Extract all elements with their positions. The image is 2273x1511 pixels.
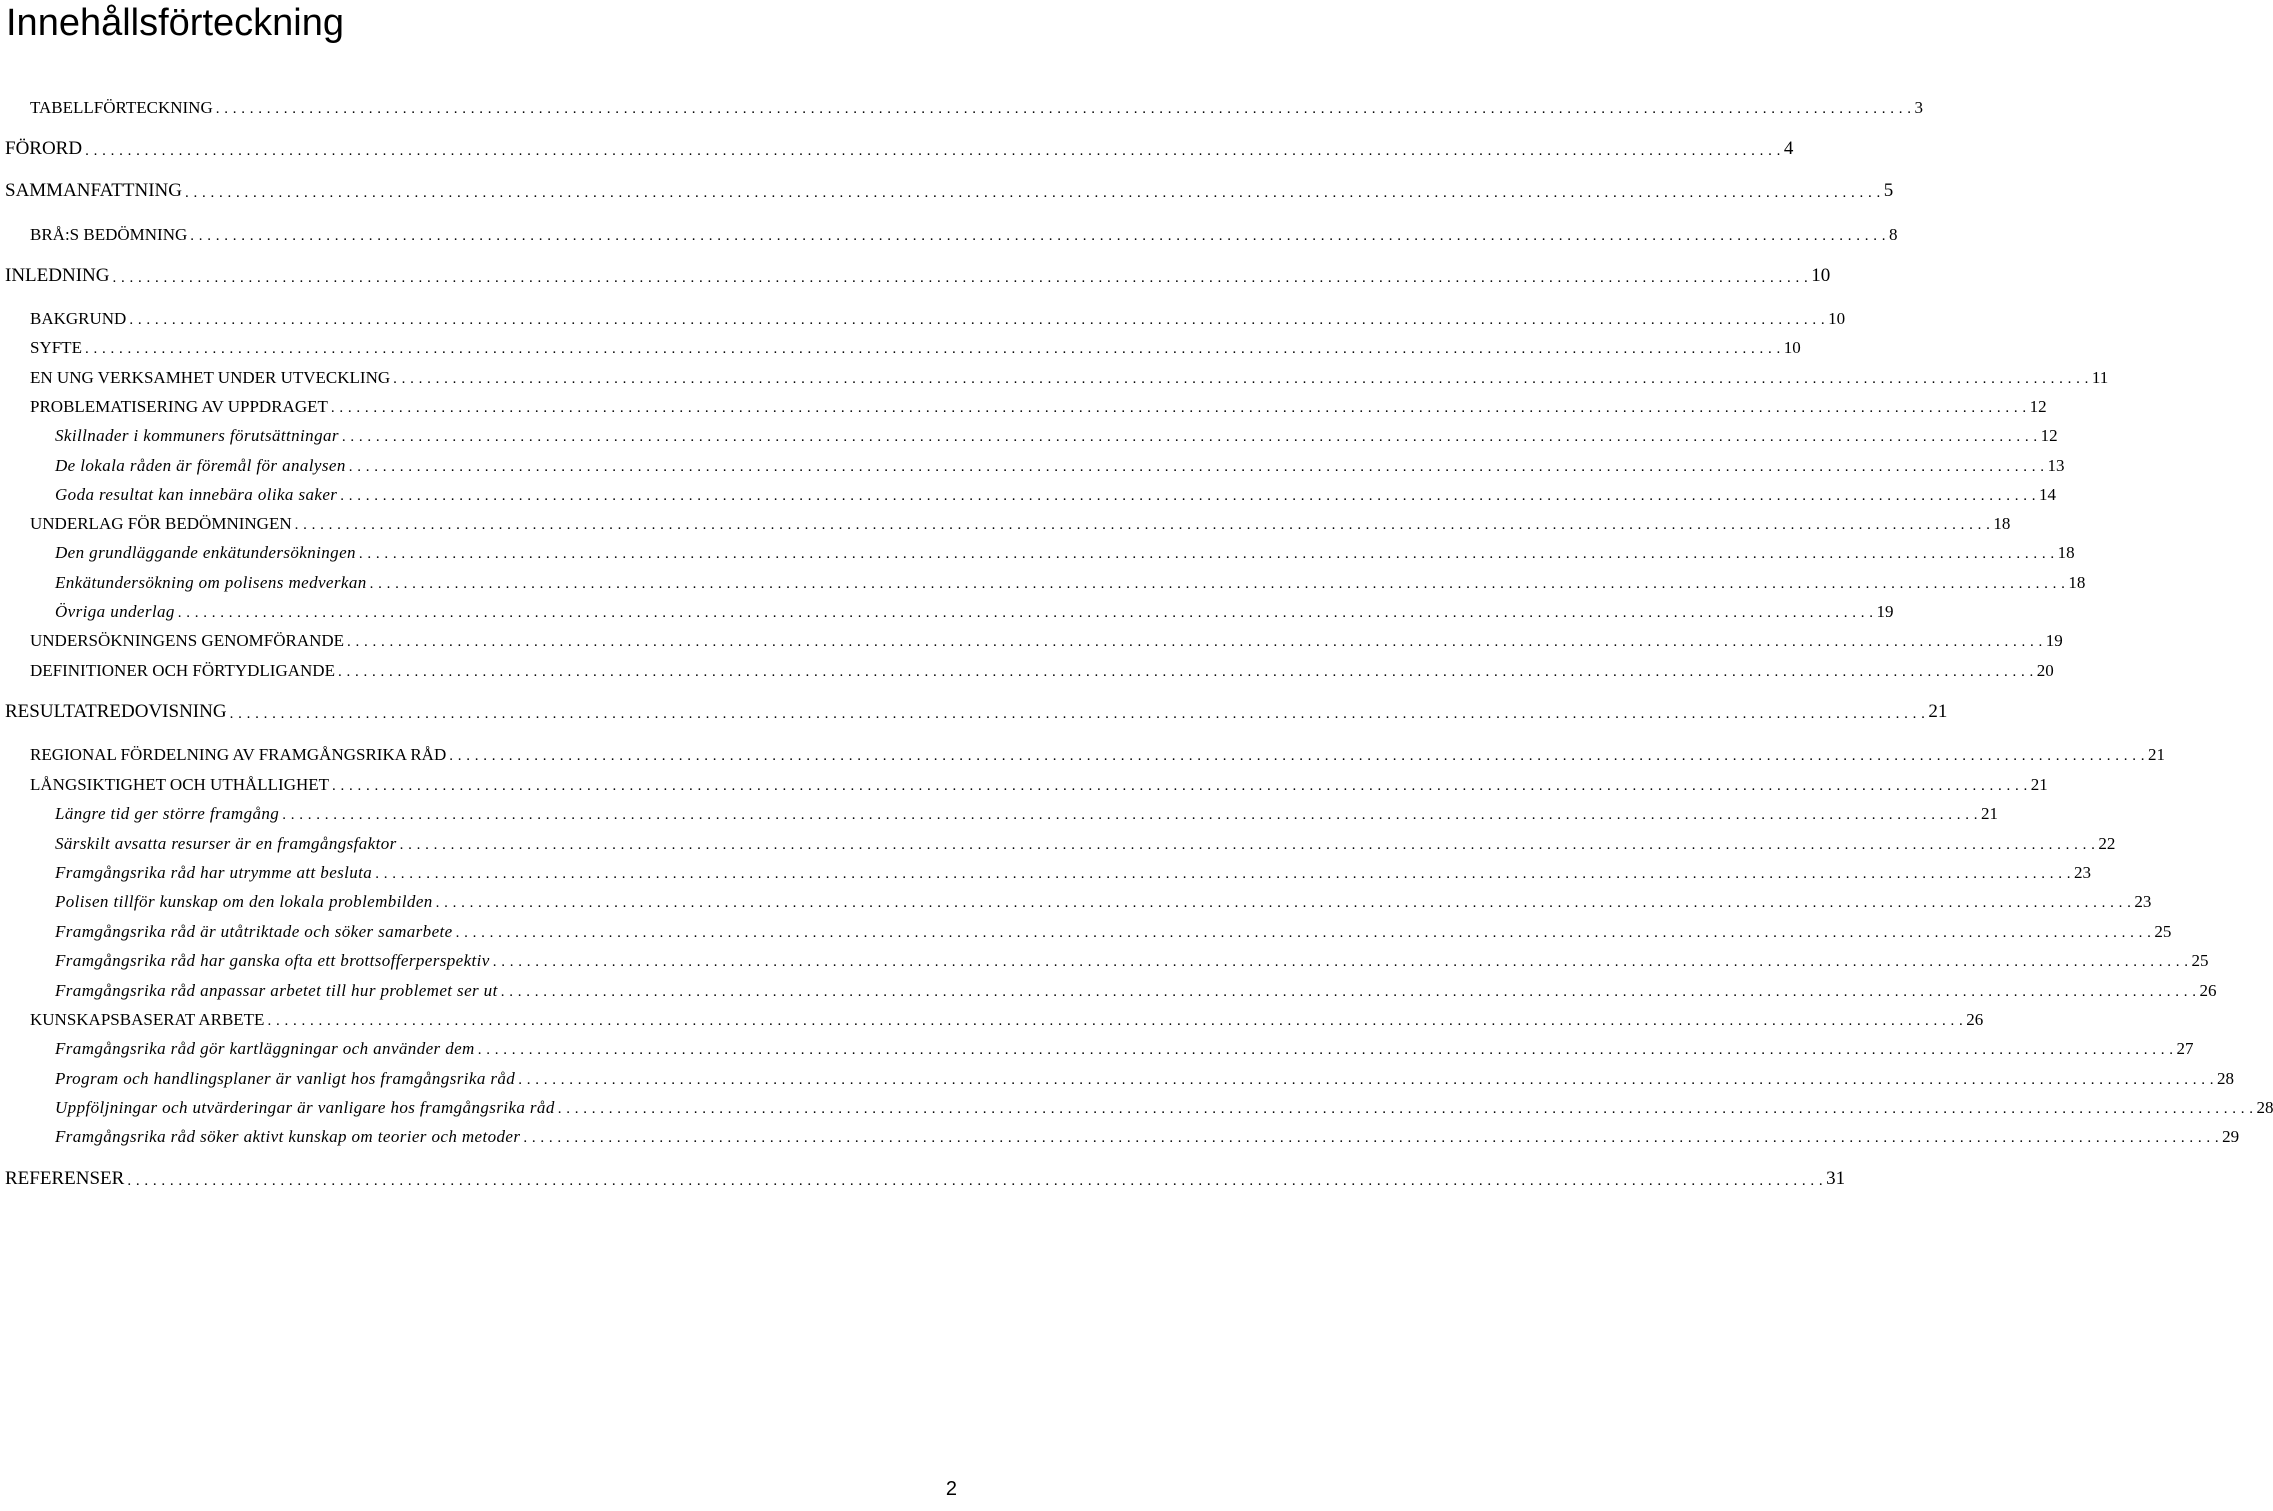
toc-entry-page: 27: [2176, 1039, 2194, 1058]
toc-entry-label: INLEDNING: [5, 265, 110, 286]
toc-leader-dots: . . . . . . . . . . . . . . . . . . . . . . . . . . . . . . . . . . . . . . . . . . . . . . . . . . . . . . . . . . . . . . . . . . . . . . . . . . . . . . . . . . . . . . . . . . . . . . . . . . . . . . . . . . . . . . . . . . . . . . . . . . . . . . . . . . . . . . . . . . . . . . . . . . . . . . . . . . . . . . . . . . . . . . . . . . . . . . . . . . . . . . . . . . . . . . . . . . . . . . . .: [190, 228, 1887, 244]
toc-entry-page: 18: [1993, 514, 2011, 533]
toc-entry[interactable]: [55, 450, 2065, 476]
toc-leader-dots: . . . . . . . . . . . . . . . . . . . . . . . . . . . . . . . . . . . . . . . . . . . . . . . . . . . . . . . . . . . . . . . . . . . . . . . . . . . . . . . . . . . . . . . . . . . . . . . . . . . . . . . . . . . . . . . . . . . . . . . . . . . . . . . . . . . . . . . . . . . . . . . . . . . . . . . . . . . . . . . . . . . . . . . . . . . . . . . . . . . . . . . . . . . . . . . . . . . . . . . .: [435, 895, 2132, 911]
toc-entry-page: 18: [2068, 573, 2086, 592]
toc-entry-page: 8: [1889, 225, 1898, 244]
toc-leader-dots: . . . . . . . . . . . . . . . . . . . . . . . . . . . . . . . . . . . . . . . . . . . . . . . . . . . . . . . . . . . . . . . . . . . . . . . . . . . . . . . . . . . . . . . . . . . . . . . . . . . . . . . . . . . . . . . . . . . . . . . . . . . . . . . . . . . . . . . . . . . . . . . . . . . . . . . . . . . . . . . . . . . . . . . . . . . . . . . . . . . . . . . . . . . . . . . . . . . . . . . .: [215, 101, 1912, 117]
toc-entry[interactable]: [30, 391, 2047, 417]
toc-entry-label: TABELLFÖRTECKNING: [30, 98, 213, 117]
toc-entry-label: LÅNGSIKTIGHET OCH UTHÅLLIGHET: [30, 775, 330, 794]
toc-entry-page: 26: [2199, 981, 2217, 1000]
toc-entry-page: 23: [2134, 892, 2152, 911]
toc-leader-dots: . . . . . . . . . . . . . . . . . . . . . . . . . . . . . . . . . . . . . . . . . . . . . . . . . . . . . . . . . . . . . . . . . . . . . . . . . . . . . . . . . . . . . . . . . . . . . . . . . . . . . . . . . . . . . . . . . . . . . . . . . . . . . . . . . . . . . . . . . . . . . . . . . . . . . . . . . . . . . . . . . . . . . . . . . . . . . . . . . . . . . . . . . . . . . . . . . . . . . . . .: [348, 459, 2045, 475]
toc-leader-dots: . . . . . . . . . . . . . . . . . . . . . . . . . . . . . . . . . . . . . . . . . . . . . . . . . . . . . . . . . . . . . . . . . . . . . . . . . . . . . . . . . . . . . . . . . . . . . . . . . . . . . . . . . . . . . . . . . . . . . . . . . . . . . . . . . . . . . . . . . . . . . . . . . . . . . . . . . . . . . . . . . . . . . . . . . . . . . . . . . . . . . . . . . . . . . . . . . . . . . . . .: [518, 1072, 2214, 1088]
toc-leader-dots: . . . . . . . . . . . . . . . . . . . . . . . . . . . . . . . . . . . . . . . . . . . . . . . . . . . . . . . . . . . . . . . . . . . . . . . . . . . . . . . . . . . . . . . . . . . . . . . . . . . . . . . . . . . . . . . . . . . . . . . . . . . . . . . . . . . . . . . . . . . . . . . . . . . . . . . . . . . . . . . . . . . . . . . . . . . . . . . . . . . . . . . . . . . . . . . . . . . . . . . .: [282, 807, 1978, 823]
toc-entry-page: 11: [2091, 368, 2109, 387]
toc-entry[interactable]: [30, 508, 2011, 534]
toc-leader-dots: . . . . . . . . . . . . . . . . . . . . . . . . . . . . . . . . . . . . . . . . . . . . . . . . . . . . . . . . . . . . . . . . . . . . . . . . . . . . . . . . . . . . . . . . . . . . . . . . . . . . . . . . . . . . . . . . . . . . . . . . . . . . . . . . . . . . . . . . . . . . . . . . . . . . . . . . . . . . . . . . . . . . . . . . . . . . . . . . . . . . . . . . . . . . . . . . . . . . . . . .: [393, 371, 2089, 387]
toc-entry[interactable]: [30, 655, 2054, 681]
toc-entry[interactable]: [55, 857, 2091, 883]
toc-entry-label: Goda resultat kan innebära olika saker: [55, 485, 338, 504]
toc-entry[interactable]: [55, 537, 2075, 563]
toc-entry-page: 20: [2036, 661, 2054, 680]
toc-entry-label: Uppföljningar och utvärderingar är vanligare hos framgångsrika råd: [55, 1098, 555, 1117]
toc-entry[interactable]: [55, 886, 2152, 912]
toc-entry[interactable]: [55, 945, 2209, 971]
toc-entry-label: UNDERLAG FÖR BEDÖMNINGEN: [30, 514, 292, 533]
toc-entry[interactable]: [55, 479, 2057, 505]
toc-entry[interactable]: [30, 303, 1846, 329]
toc-entry-page: 28: [2216, 1069, 2234, 1088]
toc-entry-label: Framgångsrika råd har utrymme att besluta: [55, 863, 373, 882]
toc-entry-page: 25: [2191, 951, 2209, 970]
toc-entry[interactable]: [55, 1121, 2240, 1147]
toc-leader-dots: . . . . . . . . . . . . . . . . . . . . . . . . . . . . . . . . . . . . . . . . . . . . . . . . . . . . . . . . . . . . . . . . . . . . . . . . . . . . . . . . . . . . . . . . . . . . . . . . . . . . . . . . . . . . . . . . . . . . . . . . . . . . . . . . . . . . . . . . . . . . . . . . . . . . . . . . . . . . . . . . . . . . . . . . . . . . . . . . . . . . . . . . . . . . . . . . . . . . . . . .: [185, 185, 1881, 201]
toc-leader-dots: . . . . . . . . . . . . . . . . . . . . . . . . . . . . . . . . . . . . . . . . . . . . . . . . . . . . . . . . . . . . . . . . . . . . . . . . . . . . . . . . . . . . . . . . . . . . . . . . . . . . . . . . . . . . . . . . . . . . . . . . . . . . . . . . . . . . . . . . . . . . . . . . . . . . . . . . . . . . . . . . . . . . . . . . . . . . . . . . . . . . . . . . . . . . . . . . . . . . . . . .: [332, 778, 2028, 794]
toc-entry-page: 10: [1828, 309, 1846, 328]
toc-entry-page: 3: [1914, 98, 1923, 117]
toc-leader-dots: . . . . . . . . . . . . . . . . . . . . . . . . . . . . . . . . . . . . . . . . . . . . . . . . . . . . . . . . . . . . . . . . . . . . . . . . . . . . . . . . . . . . . . . . . . . . . . . . . . . . . . . . . . . . . . . . . . . . . . . . . . . . . . . . . . . . . . . . . . . . . . . . . . . . . . . . . . . . . . . . . . . . . . . . . . . . . . . . . . . . . . . . . . . . . . . . . . . . . . . .: [399, 837, 2096, 853]
toc-entry-label: RESULTATREDOVISNING: [5, 701, 227, 722]
toc-entry[interactable]: [55, 828, 2116, 854]
toc-entry-label: UNDERSÖKNINGENS GENOMFÖRANDE: [30, 631, 345, 650]
toc-entry-label: SYFTE: [30, 338, 82, 357]
toc-entry-page: 21: [1980, 804, 1998, 823]
toc-entry-label: REFERENSER: [5, 1168, 125, 1189]
toc-entry[interactable]: [5, 1164, 1846, 1190]
toc-entry-label: EN UNG VERKSAMHET UNDER UTVECKLING: [30, 368, 391, 387]
toc-entry[interactable]: [5, 176, 1894, 202]
toc-entry-page: 31: [1826, 1168, 1846, 1189]
toc-entry-label: Framgångsrika råd har ganska ofta ett brottsofferperspektiv: [55, 951, 490, 970]
toc-entry[interactable]: [30, 362, 2109, 388]
toc-entry[interactable]: [55, 1033, 2194, 1059]
page-number: 2: [945, 1478, 957, 1500]
toc-leader-dots: . . . . . . . . . . . . . . . . . . . . . . . . . . . . . . . . . . . . . . . . . . . . . . . . . . . . . . . . . . . . . . . . . . . . . . . . . . . . . . . . . . . . . . . . . . . . . . . . . . . . . . . . . . . . . . . . . . . . . . . . . . . . . . . . . . . . . . . . . . . . . . . . . . . . . . . . . . . . . . . . . . . . . . . . . . . . . . . . . . . . . . . . . . . . . . . . . . . . . . . .: [523, 1130, 2220, 1146]
toc-leader-dots: . . . . . . . . . . . . . . . . . . . . . . . . . . . . . . . . . . . . . . . . . . . . . . . . . . . . . . . . . . . . . . . . . . . . . . . . . . . . . . . . . . . . . . . . . . . . . . . . . . . . . . . . . . . . . . . . . . . . . . . . . . . . . . . . . . . . . . . . . . . . . . . . . . . . . . . . . . . . . . . . . . . . . . . . . . . . . . . . . . . . . . . . . . . . . . . . . . . . . . . .: [84, 341, 1781, 357]
toc-entry[interactable]: [5, 134, 1794, 160]
toc-leader-dots: . . . . . . . . . . . . . . . . . . . . . . . . . . . . . . . . . . . . . . . . . . . . . . . . . . . . . . . . . . . . . . . . . . . . . . . . . . . . . . . . . . . . . . . . . . . . . . . . . . . . . . . . . . . . . . . . . . . . . . . . . . . . . . . . . . . . . . . . . . . . . . . . . . . . . . . . . . . . . . . . . . . . . . . . . . . . . . . . . . . . . . . . . . . . . . . . . . . . . . . .: [500, 984, 2197, 1000]
toc-entry-label: REGIONAL FÖRDELNING AV FRAMGÅNGSRIKA RÅD: [30, 745, 447, 764]
toc-entry-page: 29: [2222, 1127, 2240, 1146]
toc-leader-dots: . . . . . . . . . . . . . . . . . . . . . . . . . . . . . . . . . . . . . . . . . . . . . . . . . . . . . . . . . . . . . . . . . . . . . . . . . . . . . . . . . . . . . . . . . . . . . . . . . . . . . . . . . . . . . . . . . . . . . . . . . . . . . . . . . . . . . . . . . . . . . . . . . . . . . . . . . . . . . . . . . . . . . . . . . . . . . . . . . . . . . . . . . . . . . . . . . . . . . . . .: [358, 546, 2055, 562]
toc-entry-page: 13: [2047, 456, 2065, 475]
toc-leader-dots: . . . . . . . . . . . . . . . . . . . . . . . . . . . . . . . . . . . . . . . . . . . . . . . . . . . . . . . . . . . . . . . . . . . . . . . . . . . . . . . . . . . . . . . . . . . . . . . . . . . . . . . . . . . . . . . . . . . . . . . . . . . . . . . . . . . . . . . . . . . . . . . . . . . . . . . . . . . . . . . . . . . . . . . . . . . . . . . . . . . . . . . . . . . . . . . . . . . . . . . .: [85, 143, 1781, 159]
toc-leader-dots: . . . . . . . . . . . . . . . . . . . . . . . . . . . . . . . . . . . . . . . . . . . . . . . . . . . . . . . . . . . . . . . . . . . . . . . . . . . . . . . . . . . . . . . . . . . . . . . . . . . . . . . . . . . . . . . . . . . . . . . . . . . . . . . . . . . . . . . . . . . . . . . . . . . . . . . . . . . . . . . . . . . . . . . . . . . . . . . . . . . . . . . . . . . . . . . . . . . . . . . .: [477, 1042, 2174, 1058]
toc-entry-page: 23: [2073, 863, 2091, 882]
toc-entry[interactable]: [30, 332, 1801, 358]
toc-entry-label: Polisen tillför kunskap om den lokala problembilden: [55, 892, 433, 911]
toc-entry[interactable]: [30, 769, 2048, 795]
toc-leader-dots: . . . . . . . . . . . . . . . . . . . . . . . . . . . . . . . . . . . . . . . . . . . . . . . . . . . . . . . . . . . . . . . . . . . . . . . . . . . . . . . . . . . . . . . . . . . . . . . . . . . . . . . . . . . . . . . . . . . . . . . . . . . . . . . . . . . . . . . . . . . . . . . . . . . . . . . . . . . . . . . . . . . . . . . . . . . . . . . . . . . . . . . . . . . . . . . . . . . . . . . .: [127, 1173, 1824, 1189]
toc-entry[interactable]: [55, 567, 2086, 593]
toc-leader-dots: . . . . . . . . . . . . . . . . . . . . . . . . . . . . . . . . . . . . . . . . . . . . . . . . . . . . . . . . . . . . . . . . . . . . . . . . . . . . . . . . . . . . . . . . . . . . . . . . . . . . . . . . . . . . . . . . . . . . . . . . . . . . . . . . . . . . . . . . . . . . . . . . . . . . . . . . . . . . . . . . . . . . . . . . . . . . . . . . . . . . . . . . . . . . . . . . . . . . . . . .: [375, 866, 2071, 882]
toc-entry[interactable]: [30, 739, 2165, 765]
toc-entry-page: 10: [1783, 338, 1801, 357]
toc-entry-label: Framgångsrika råd är utåtriktade och söker samarbete: [55, 922, 453, 941]
toc-entry-label: BRÅ:S BEDÖMNING: [30, 225, 188, 244]
toc-entry[interactable]: [5, 697, 1948, 723]
toc-entry[interactable]: [55, 798, 1998, 824]
toc-leader-dots: . . . . . . . . . . . . . . . . . . . . . . . . . . . . . . . . . . . . . . . . . . . . . . . . . . . . . . . . . . . . . . . . . . . . . . . . . . . . . . . . . . . . . . . . . . . . . . . . . . . . . . . . . . . . . . . . . . . . . . . . . . . . . . . . . . . . . . . . . . . . . . . . . . . . . . . . . . . . . . . . . . . . . . . . . . . . . . . . . . . . . . . . . . . . . . . . . . . . . . . .: [294, 517, 1991, 533]
toc-entry-label: KUNSKAPSBASERAT ARBETE: [30, 1010, 265, 1029]
toc-entry[interactable]: [30, 625, 2063, 651]
toc-entry[interactable]: [55, 596, 1894, 622]
toc-entry[interactable]: [55, 1092, 2273, 1118]
toc-entry-page: 12: [2040, 426, 2058, 445]
toc-entry-label: FÖRORD: [5, 138, 83, 159]
page-title: Innehållsförteckning: [6, 2, 344, 44]
toc-leader-dots: . . . . . . . . . . . . . . . . . . . . . . . . . . . . . . . . . . . . . . . . . . . . . . . . . . . . . . . . . . . . . . . . . . . . . . . . . . . . . . . . . . . . . . . . . . . . . . . . . . . . . . . . . . . . . . . . . . . . . . . . . . . . . . . . . . . . . . . . . . . . . . . . . . . . . . . . . . . . . . . . . . . . . . . . . . . . . . . . . . . . . . . . . . . . . . . . . . . . . . . .: [369, 576, 2066, 592]
toc-leader-dots: . . . . . . . . . . . . . . . . . . . . . . . . . . . . . . . . . . . . . . . . . . . . . . . . . . . . . . . . . . . . . . . . . . . . . . . . . . . . . . . . . . . . . . . . . . . . . . . . . . . . . . . . . . . . . . . . . . . . . . . . . . . . . . . . . . . . . . . . . . . . . . . . . . . . . . . . . . . . . . . . . . . . . . . . . . . . . . . . . . . . . . . . . . . . . . . . . . . . . . . .: [112, 270, 1809, 286]
toc-leader-dots: . . . . . . . . . . . . . . . . . . . . . . . . . . . . . . . . . . . . . . . . . . . . . . . . . . . . . . . . . . . . . . . . . . . . . . . . . . . . . . . . . . . . . . . . . . . . . . . . . . . . . . . . . . . . . . . . . . . . . . . . . . . . . . . . . . . . . . . . . . . . . . . . . . . . . . . . . . . . . . . . . . . . . . . . . . . . . . . . . . . . . . . . . . . . . . . . . . . . . . . .: [492, 954, 2189, 970]
toc-leader-dots: . . . . . . . . . . . . . . . . . . . . . . . . . . . . . . . . . . . . . . . . . . . . . . . . . . . . . . . . . . . . . . . . . . . . . . . . . . . . . . . . . . . . . . . . . . . . . . . . . . . . . . . . . . . . . . . . . . . . . . . . . . . . . . . . . . . . . . . . . . . . . . . . . . . . . . . . . . . . . . . . . . . . . . . . . . . . . . . . . . . . . . . . . . . . . . . . . . . . . . . .: [557, 1101, 2254, 1117]
toc-entry[interactable]: [55, 916, 2172, 942]
toc-entry-page: 19: [1876, 602, 1894, 621]
toc-entry-label: PROBLEMATISERING AV UPPDRAGET: [30, 397, 328, 416]
toc-entry[interactable]: [5, 261, 1831, 287]
toc-entry-label: Program och handlingsplaner är vanligt hos framgångsrika råd: [55, 1069, 516, 1088]
toc-entry-page: 4: [1783, 138, 1794, 159]
toc-entry-page: 14: [2039, 485, 2057, 504]
toc-leader-dots: . . . . . . . . . . . . . . . . . . . . . . . . . . . . . . . . . . . . . . . . . . . . . . . . . . . . . . . . . . . . . . . . . . . . . . . . . . . . . . . . . . . . . . . . . . . . . . . . . . . . . . . . . . . . . . . . . . . . . . . . . . . . . . . . . . . . . . . . . . . . . . . . . . . . . . . . . . . . . . . . . . . . . . . . . . . . . . . . . . . . . . . . . . . . . . . . . . . . . . . .: [340, 488, 2037, 504]
toc-leader-dots: . . . . . . . . . . . . . . . . . . . . . . . . . . . . . . . . . . . . . . . . . . . . . . . . . . . . . . . . . . . . . . . . . . . . . . . . . . . . . . . . . . . . . . . . . . . . . . . . . . . . . . . . . . . . . . . . . . . . . . . . . . . . . . . . . . . . . . . . . . . . . . . . . . . . . . . . . . . . . . . . . . . . . . . . . . . . . . . . . . . . . . . . . . . . . . . . . . . . . . . .: [337, 664, 2034, 680]
toc-leader-dots: . . . . . . . . . . . . . . . . . . . . . . . . . . . . . . . . . . . . . . . . . . . . . . . . . . . . . . . . . . . . . . . . . . . . . . . . . . . . . . . . . . . . . . . . . . . . . . . . . . . . . . . . . . . . . . . . . . . . . . . . . . . . . . . . . . . . . . . . . . . . . . . . . . . . . . . . . . . . . . . . . . . . . . . . . . . . . . . . . . . . . . . . . . . . . . . . . . . . . . . .: [341, 429, 2038, 445]
toc-entry-page: 21: [2147, 745, 2165, 764]
toc-entry-page: 26: [1966, 1010, 1984, 1029]
toc-leader-dots: . . . . . . . . . . . . . . . . . . . . . . . . . . . . . . . . . . . . . . . . . . . . . . . . . . . . . . . . . . . . . . . . . . . . . . . . . . . . . . . . . . . . . . . . . . . . . . . . . . . . . . . . . . . . . . . . . . . . . . . . . . . . . . . . . . . . . . . . . . . . . . . . . . . . . . . . . . . . . . . . . . . . . . . . . . . . . . . . . . . . . . . . . . . . . . . . . . . . . . . .: [347, 634, 2043, 650]
toc-entry-label: SAMMANFATTNING: [5, 180, 182, 201]
toc-entry-label: Längre tid ger större framgång: [55, 804, 280, 823]
toc-entry-label: DEFINITIONER OCH FÖRTYDLIGANDE: [30, 661, 335, 680]
toc-entry[interactable]: [30, 219, 1898, 245]
toc-entry-label: Enkätundersökning om polisens medverkan: [55, 573, 367, 592]
toc-entry-page: 25: [2154, 922, 2172, 941]
toc-entry-label: De lokala råden är föremål för analysen: [55, 456, 346, 475]
toc-entry-label: Övriga underlag: [55, 602, 175, 621]
toc-entry-page: 10: [1811, 265, 1831, 286]
toc-entry-page: 19: [2045, 631, 2063, 650]
toc-entry-label: Skillnader i kommuners förutsättningar: [55, 426, 339, 445]
toc-leader-dots: . . . . . . . . . . . . . . . . . . . . . . . . . . . . . . . . . . . . . . . . . . . . . . . . . . . . . . . . . . . . . . . . . . . . . . . . . . . . . . . . . . . . . . . . . . . . . . . . . . . . . . . . . . . . . . . . . . . . . . . . . . . . . . . . . . . . . . . . . . . . . . . . . . . . . . . . . . . . . . . . . . . . . . . . . . . . . . . . . . . . . . . . . . . . . . . . . . . . . . . .: [129, 312, 1826, 328]
toc-entry-label: BAKGRUND: [30, 309, 127, 328]
toc-entry-page: 21: [1928, 701, 1948, 722]
toc-entry-page: 5: [1883, 180, 1894, 201]
toc-entry-page: 22: [2098, 834, 2116, 853]
toc-leader-dots: . . . . . . . . . . . . . . . . . . . . . . . . . . . . . . . . . . . . . . . . . . . . . . . . . . . . . . . . . . . . . . . . . . . . . . . . . . . . . . . . . . . . . . . . . . . . . . . . . . . . . . . . . . . . . . . . . . . . . . . . . . . . . . . . . . . . . . . . . . . . . . . . . . . . . . . . . . . . . . . . . . . . . . . . . . . . . . . . . . . . . . . . . . . . . . . . . . . . . . . .: [455, 925, 2152, 941]
toc-entry[interactable]: [30, 1004, 1984, 1030]
toc-entry-page: 28: [2256, 1098, 2273, 1117]
toc-entry-label: Framgångsrika råd gör kartläggningar och använder dem: [55, 1039, 475, 1058]
toc-entry[interactable]: [55, 420, 2058, 446]
toc-entry-label: Särskilt avsatta resurser är en framgångsfaktor: [55, 834, 397, 853]
toc-leader-dots: . . . . . . . . . . . . . . . . . . . . . . . . . . . . . . . . . . . . . . . . . . . . . . . . . . . . . . . . . . . . . . . . . . . . . . . . . . . . . . . . . . . . . . . . . . . . . . . . . . . . . . . . . . . . . . . . . . . . . . . . . . . . . . . . . . . . . . . . . . . . . . . . . . . . . . . . . . . . . . . . . . . . . . . . . . . . . . . . . . . . . . . . . . . . . . . . . . . . . . . .: [330, 400, 2027, 416]
toc-entry[interactable]: [55, 1063, 2234, 1089]
toc-entry-label: Framgångsrika råd anpassar arbetet till hur problemet ser ut: [55, 981, 498, 1000]
toc-entry-page: 21: [2030, 775, 2048, 794]
toc-entry-label: Framgångsrika råd söker aktivt kunskap om teorier och metoder: [55, 1127, 521, 1146]
toc-leader-dots: . . . . . . . . . . . . . . . . . . . . . . . . . . . . . . . . . . . . . . . . . . . . . . . . . . . . . . . . . . . . . . . . . . . . . . . . . . . . . . . . . . . . . . . . . . . . . . . . . . . . . . . . . . . . . . . . . . . . . . . . . . . . . . . . . . . . . . . . . . . . . . . . . . . . . . . . . . . . . . . . . . . . . . . . . . . . . . . . . . . . . . . . . . . . . . . . . . . . . . . .: [267, 1013, 1964, 1029]
toc-entry-label: Den grundläggande enkätundersökningen: [55, 543, 356, 562]
toc-leader-dots: . . . . . . . . . . . . . . . . . . . . . . . . . . . . . . . . . . . . . . . . . . . . . . . . . . . . . . . . . . . . . . . . . . . . . . . . . . . . . . . . . . . . . . . . . . . . . . . . . . . . . . . . . . . . . . . . . . . . . . . . . . . . . . . . . . . . . . . . . . . . . . . . . . . . . . . . . . . . . . . . . . . . . . . . . . . . . . . . . . . . . . . . . . . . . . . . . . . . . . . .: [177, 605, 1874, 621]
toc-entry[interactable]: [55, 975, 2217, 1001]
toc-entry-page: 18: [2057, 543, 2075, 562]
toc-leader-dots: . . . . . . . . . . . . . . . . . . . . . . . . . . . . . . . . . . . . . . . . . . . . . . . . . . . . . . . . . . . . . . . . . . . . . . . . . . . . . . . . . . . . . . . . . . . . . . . . . . . . . . . . . . . . . . . . . . . . . . . . . . . . . . . . . . . . . . . . . . . . . . . . . . . . . . . . . . . . . . . . . . . . . . . . . . . . . . . . . . . . . . . . . . . . . . . . . . . . . . . .: [229, 706, 1926, 722]
toc-leader-dots: . . . . . . . . . . . . . . . . . . . . . . . . . . . . . . . . . . . . . . . . . . . . . . . . . . . . . . . . . . . . . . . . . . . . . . . . . . . . . . . . . . . . . . . . . . . . . . . . . . . . . . . . . . . . . . . . . . . . . . . . . . . . . . . . . . . . . . . . . . . . . . . . . . . . . . . . . . . . . . . . . . . . . . . . . . . . . . . . . . . . . . . . . . . . . . . . . . . . . . . .: [449, 748, 2145, 764]
toc-entry[interactable]: [30, 92, 1923, 118]
toc-entry-page: 12: [2029, 397, 2047, 416]
